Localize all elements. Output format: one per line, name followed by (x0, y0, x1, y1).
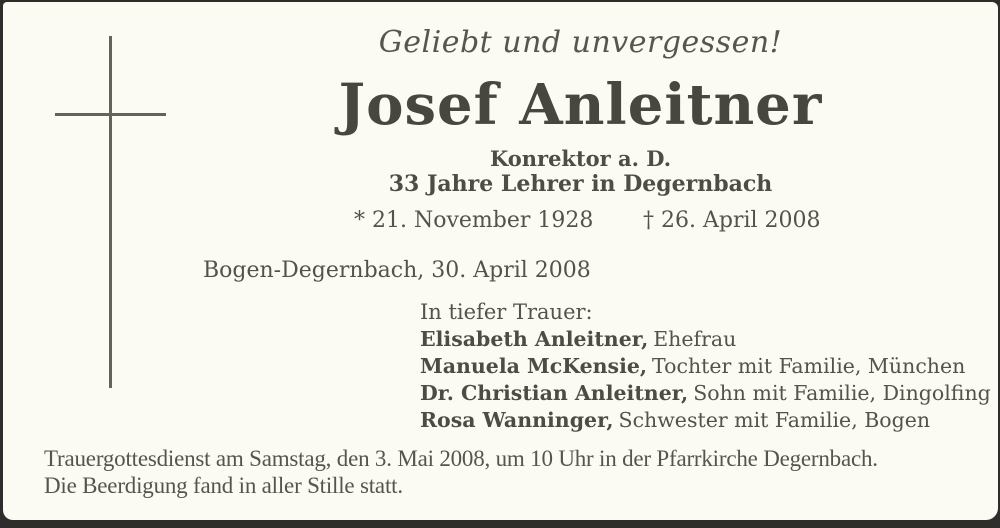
epitaph-text: Geliebt und unvergessen! (378, 25, 783, 60)
mourner-name: Rosa Wanninger, (420, 408, 614, 432)
mourner-relation: Ehefrau (653, 327, 737, 351)
mourner-relation: Sohn mit Familie, Dingolfing (693, 381, 991, 405)
obituary-card (3, 2, 998, 520)
deceased-name: Josef Anleitner (338, 72, 823, 138)
years-of-service: 33 Jahre Lehrer in Degernbach (388, 171, 773, 197)
service-line-2: Die Beerdigung fand in aller Stille statt. (44, 472, 403, 498)
place-dateline: Bogen-Degernbach, 30. April 2008 (203, 258, 591, 283)
mourner-entry (420, 407, 991, 434)
deceased-title: Konrektor a. D. (489, 146, 672, 171)
mourner-name: Manuela McKensie, (420, 354, 648, 378)
service-line-1: Trauergottesdienst am Samstag, den 3. Mai 2008, um 10 Uhr in der Pfarrkirche Degernbach. (44, 446, 878, 471)
mourner-list (420, 299, 991, 434)
mourner-name: Dr. Christian Anleitner, (420, 381, 689, 405)
birth-date: * 21. November 1928 (354, 208, 594, 233)
service-announcement (44, 446, 878, 499)
death-date: † 26. April 2008 (643, 208, 821, 233)
mourning-intro: In tiefer Trauer: (420, 300, 593, 324)
mourner-name: Elisabeth Anleitner, (420, 327, 649, 351)
cross-vertical-bar (109, 36, 112, 388)
mourner-entry (420, 380, 991, 407)
cross-horizontal-bar (55, 113, 166, 116)
mourner-entry (420, 326, 991, 353)
mourner-entry (420, 353, 991, 380)
mourner-relation: Schwester mit Familie, Bogen (618, 408, 931, 432)
mourner-relation: Tochter mit Familie, München (652, 354, 966, 378)
